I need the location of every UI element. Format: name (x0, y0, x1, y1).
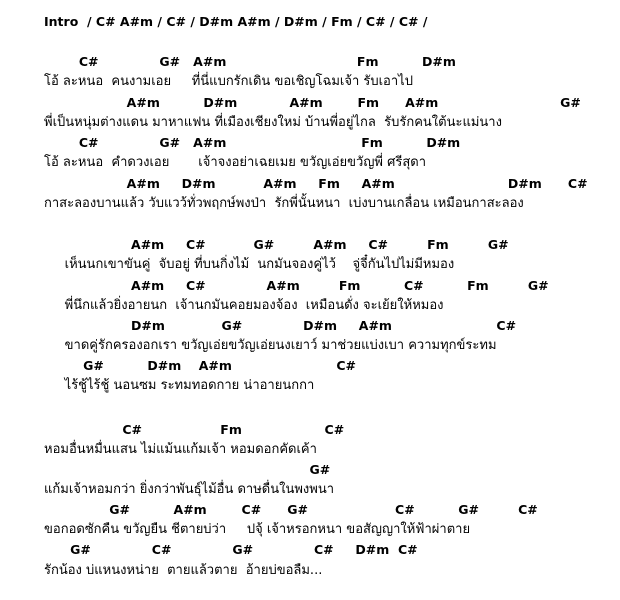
lyric-line: กาสะลองบานแล้ว วับแวว้ทั่วพฤกษ์พงป่า รักพี่นั้นหนา เบ่งบานเกลื่อน เหมือนกาสะลอง (44, 196, 524, 211)
lyric-line: รักน้อง บ่แหนงหน่าย ตายแล้วตาย อ้ายบ่ขอลืม... (44, 563, 323, 578)
lyric-line: ขอกอดซักคืน ขวัญยืน ชีตายบ่ว่า ปจุ้ เจ้าหรอกหนา ขอสัญญาให้ฟ้าผ่าตาย (44, 522, 471, 537)
lyric-line: โอ้ ละหนอ คนงามเอย ที่นี่แบกรักเดิน ขอเชิญโฉมเจ้า รับเอาไป (44, 74, 413, 89)
chord-line: G# A#m C# G# C# G# C# (44, 502, 538, 517)
chord-line: D#m G# D#m A#m C# (44, 318, 517, 333)
intro-chords: Intro / C# A#m / C# / D#m A#m / D#m / Fm / C# / C# / (44, 14, 428, 29)
chord-line: A#m C# A#m Fm C# Fm G# (44, 278, 549, 293)
chord-line: G# (44, 462, 331, 477)
chord-line: C# Fm C# (44, 422, 345, 437)
lyric-line: หอมอื่นหมื่นแสน ไม่แม้นแก้มเจ้า หอมดอกคัดเค้า (44, 442, 317, 457)
lyric-line: ขาดคู่รักครองอกเรา ขวัญเอ่ยขวัญเอ่ยนงเยาว์ มาช่วยแบ่งเบา ความทุกข์ระทม (44, 338, 497, 353)
chord-line: A#m D#m A#m Fm A#m G# (44, 95, 581, 110)
lyric-line: ไร้ชู้ไร้ชู้ นอนซม ระทมทอดกาย น่าอายนกกา (44, 378, 315, 393)
chord-line: C# G# A#m Fm D#m (44, 54, 456, 69)
chord-line: A#m D#m A#m Fm A#m D#m C# (44, 176, 588, 191)
chord-line: G# C# G# C# D#m C# (44, 542, 418, 557)
lyric-line: เห็นนกเขาขันคู่ จับอยู่ ที่บนกิ่งไม้ นกมันจองคู่ไว้ จู่จี๋กันไปไม่มีหมอง (44, 257, 455, 272)
lyric-line: แก้มเจ้าหอมกว่า ยิ่งกว่าพันธุ์ไม้อื่น ดาษดื่นในพงพนา (44, 482, 335, 497)
lyric-line: โอ้ ละหนอ คำดวงเอย เจ้าจงอย่าเฉยเมย ขวัญเอ่ยขวัญพี่ ศรีสุดา (44, 155, 427, 170)
lyric-line: พี่นึกแล้วยิ่งอายนก เจ้านกมันคอยมองจ้อง เหมือนดั่ง จะเย้ยให้หมอง (44, 298, 444, 313)
chord-line: C# G# A#m Fm D#m (44, 135, 461, 150)
chord-line: G# D#m A#m C# (44, 358, 356, 373)
chord-line: A#m C# G# A#m C# Fm G# (44, 237, 509, 252)
lyric-line: พี่เป็นหนุ่มต่างแดน มาหาแฟน ที่เมืองเชียงใหม่ บ้านพี่อยู่ไกล รับรักคนใต้นะแม่นาง (44, 115, 502, 130)
